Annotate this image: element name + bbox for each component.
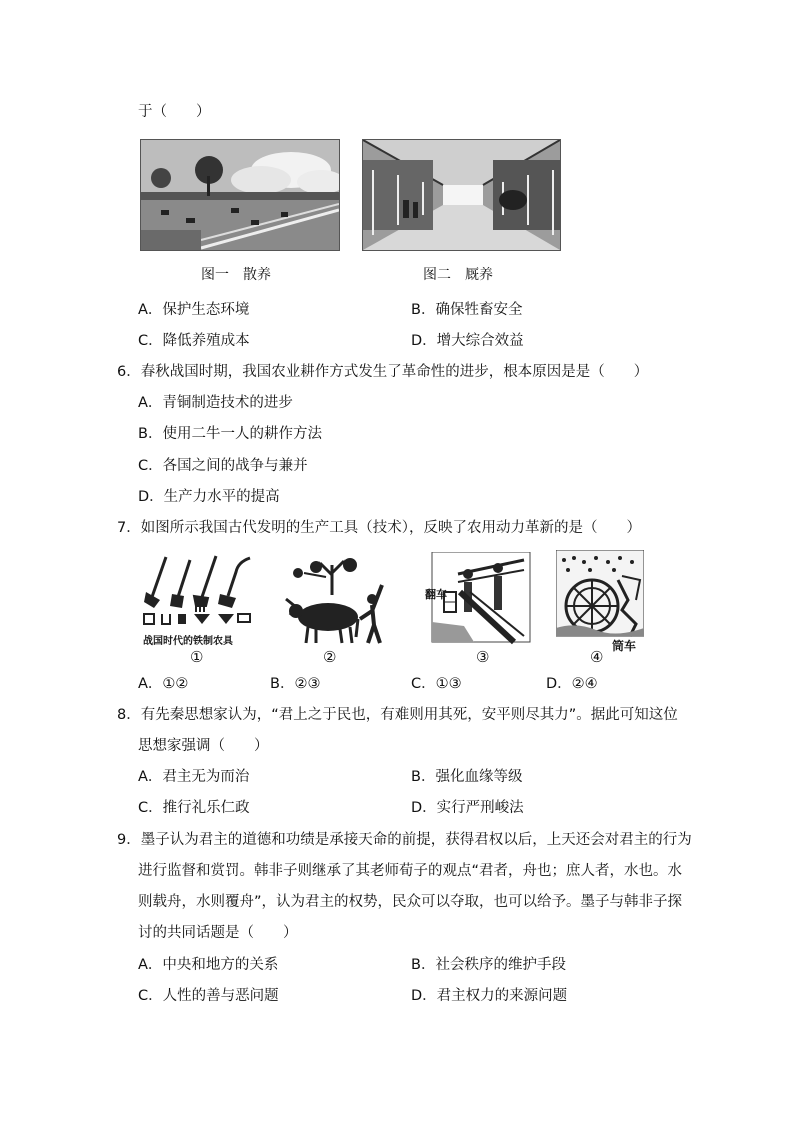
- q5-option-c[interactable]: C．降低养殖成本: [138, 333, 250, 349]
- q5-stem-tail: 于（ ）: [138, 104, 211, 120]
- fig1-caption: 图一 散养: [201, 267, 271, 283]
- q8-option-d[interactable]: D．实行严刑峻法: [411, 800, 524, 816]
- q7-stem: 7．如图所示我国古代发明的生产工具（技术），反映了农用动力革新的是（ ）: [117, 520, 641, 536]
- water-wheel-label: 筒车: [612, 639, 637, 653]
- q8-option-b[interactable]: B．强化血缘等级: [411, 769, 523, 785]
- q6-option-c[interactable]: C．各国之间的战争与兼并: [138, 458, 308, 474]
- q9-option-d[interactable]: D．君主权力的来源问题: [411, 988, 568, 1004]
- free-range-photo: [140, 139, 340, 251]
- q7-figure-number-1: ①: [190, 648, 204, 666]
- q9-stem-line-1: 9．墨子认为君主的道德和功绩是承接天命的前提，获得君权以后，上天还会对君主的行为: [117, 832, 692, 848]
- iron-tools-label: 战国时代的铁制农具: [143, 636, 233, 647]
- q7-option-a[interactable]: A．①②: [138, 676, 189, 692]
- q5-option-d[interactable]: D．增大综合效益: [411, 333, 524, 349]
- q7-figure-number-4: ④: [590, 648, 604, 666]
- q8-stem-line-1: 8．有先秦思想家认为，“君上之于民也，有难则用其死，安平则尽其力”。据此可知这位: [117, 707, 678, 723]
- q6-stem: 6．春秋战国时期，我国农业耕作方式发生了革命性的进步，根本原因是是（ ）: [117, 364, 649, 380]
- stable-interior-image: [363, 140, 560, 250]
- free-range-scene-image: [141, 140, 339, 250]
- fig2-caption: 图二 厩养: [423, 267, 493, 283]
- ox-plowing-image: [280, 555, 386, 647]
- water-wheel-image: [556, 550, 644, 648]
- q8-option-c[interactable]: C．推行礼乐仁政: [138, 800, 250, 816]
- q6-option-b[interactable]: B．使用二牛一人的耕作方法: [138, 426, 322, 442]
- q7-option-c[interactable]: C．①③: [411, 676, 462, 692]
- q8-stem-line-2: 思想家强调（ ）: [138, 738, 269, 754]
- tube-wheel-drawing: [556, 550, 644, 648]
- q7-option-d[interactable]: D．②④: [546, 676, 598, 692]
- q9-stem-line-4: 讨的共同话题是（ ）: [138, 925, 298, 941]
- q9-stem-line-2: 进行监督和赏罚。韩非子则继承了其老师荀子的观点“君者，舟也；庶人者，水也。水: [138, 863, 683, 879]
- ox-plow-drawing: [280, 555, 386, 647]
- q9-stem-line-3: 则载舟，水则覆舟”，认为君主的权势，民众可以夺取，也可以给予。墨子与韩非子探: [138, 894, 683, 910]
- q9-option-a[interactable]: A．中央和地方的关系: [138, 957, 279, 973]
- q7-figure-number-2: ②: [323, 648, 337, 666]
- q7-option-b[interactable]: B．②③: [270, 676, 321, 692]
- q5-option-a[interactable]: A．保护生态环境: [138, 302, 250, 318]
- stable-photo: [362, 139, 561, 251]
- q9-option-b[interactable]: B．社会秩序的维护手段: [411, 957, 566, 973]
- chain-pump-label: 翻车: [425, 588, 447, 601]
- q6-option-d[interactable]: D．生产力水平的提高: [138, 489, 280, 505]
- q8-option-a[interactable]: A．君主无为而治: [138, 769, 250, 785]
- q9-option-c[interactable]: C．人性的善与恶问题: [138, 988, 279, 1004]
- q7-figure-number-3: ③: [476, 648, 490, 666]
- q6-option-a[interactable]: A．青铜制造技术的进步: [138, 395, 293, 411]
- q5-option-b[interactable]: B．确保牲畜安全: [411, 302, 523, 318]
